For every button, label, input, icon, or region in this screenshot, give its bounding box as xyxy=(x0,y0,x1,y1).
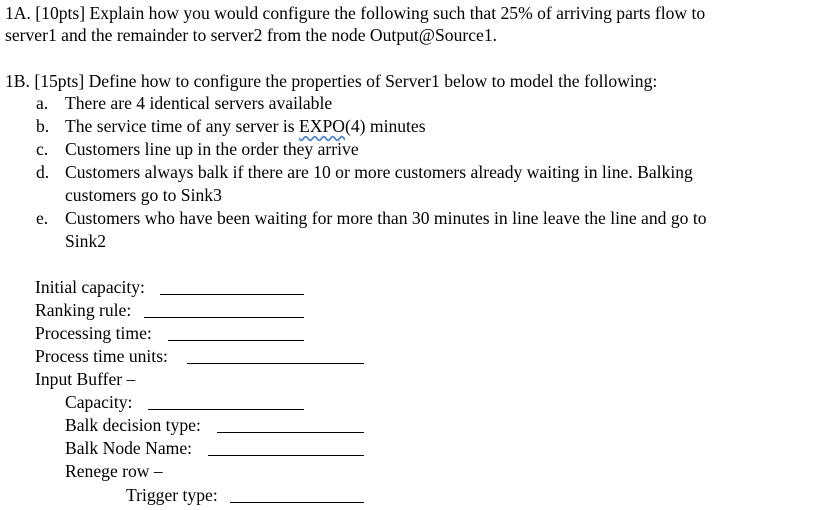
balk-node-name-label: Balk Node Name: xyxy=(65,438,193,458)
item-c-text: Customers line up in the order they arrive xyxy=(65,139,359,159)
input-buffer-heading: Input Buffer – xyxy=(35,369,136,389)
process-time-units-label: Process time units: xyxy=(35,346,168,366)
processing-time-blank[interactable] xyxy=(168,340,304,341)
item-d-text-line-1: Customers always balk if there are 10 or more customers already waiting in line. Balking xyxy=(65,162,693,182)
ranking-rule-label: Ranking rule: xyxy=(35,300,132,320)
initial-capacity-blank[interactable] xyxy=(160,294,304,295)
item-e-text-line-1: Customers who have been waiting for more than 30 minutes in line leave the line and go to xyxy=(65,208,707,228)
item-b-text xyxy=(65,116,426,136)
q1a-line-1: 1A. [10pts] Explain how you would configure the following such that 25% of arriving parts flow to xyxy=(5,3,706,23)
expo-keyword: EXPO xyxy=(299,116,345,136)
item-e-text-line-2: Sink2 xyxy=(65,231,107,251)
trigger-type-label: Trigger type: xyxy=(126,485,218,505)
processing-time-label: Processing time: xyxy=(35,323,152,343)
process-time-units-blank[interactable] xyxy=(187,363,364,364)
item-d-letter: d. xyxy=(36,162,50,182)
trigger-type-blank[interactable] xyxy=(230,502,364,503)
item-b-letter: b. xyxy=(36,116,50,136)
item-c-letter: c. xyxy=(36,139,49,159)
item-b-text-after: (4) minutes xyxy=(344,116,426,136)
initial-capacity-label: Initial capacity: xyxy=(35,277,145,297)
item-e-letter: e. xyxy=(36,208,49,228)
item-a-text: There are 4 identical servers available xyxy=(65,93,333,113)
balk-decision-type-label: Balk decision type: xyxy=(65,415,201,435)
balk-decision-type-blank[interactable] xyxy=(217,432,364,433)
q1a-line-2: server1 and the remainder to server2 from the node Output@Source1. xyxy=(5,25,498,45)
q1b-intro: 1B. [15pts] Define how to configure the properties of Server1 below to model the following: xyxy=(5,71,658,91)
ranking-rule-blank[interactable] xyxy=(144,317,304,318)
capacity-blank[interactable] xyxy=(148,409,304,410)
item-a-letter: a. xyxy=(36,93,49,113)
item-b-text-before: The service time of any server is xyxy=(65,116,300,136)
renege-row-heading: Renege row – xyxy=(65,461,163,481)
balk-node-name-blank[interactable] xyxy=(208,455,364,456)
item-d-text-line-2: customers go to Sink3 xyxy=(65,185,222,205)
capacity-label: Capacity: xyxy=(65,392,133,412)
